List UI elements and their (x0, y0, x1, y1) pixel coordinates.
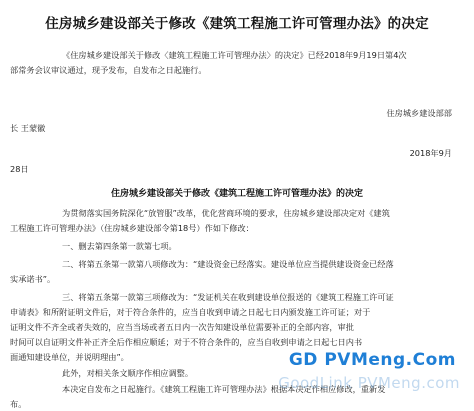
item-3-line-2: 申请表》和所附证明文件后，对于符合条件的，应当自收到申请之日起七日内颁发施工许可证；对于 (10, 307, 371, 317)
signature-date-part2: 28日 (10, 164, 29, 174)
intro-line-1: 《住房城乡建设部关于修改〈建筑工程施工许可管理办法〉的决定》已经2018年9月19日第4次 (62, 50, 407, 60)
intro-line-2: 部常务会议审议通过，现予发布，自发布之日起施行。 (10, 65, 207, 75)
para1-line-2: 工程施工许可管理办法》（住房城乡建设部令第18号）作如下修改： (10, 223, 254, 233)
item-3-line-5: 面通知建设单位，并说明理由”。 (10, 352, 129, 362)
item-3-line-1: 三、将第五条第一款第三项修改为：“发证机关在收到建设单位报送的《建筑工程施工许可证 (62, 292, 394, 302)
item-2-line-2: 实承诺书”。 (10, 274, 56, 284)
closing-line-2: 本决定自发布之日起施行。《建筑工程施工许可管理办法》根据本决定作相应修改，重新发 (62, 384, 386, 394)
closing-line-3: 布。 (10, 399, 27, 409)
watermark-faint: GoodLink PVMeng.com (278, 374, 460, 392)
signature-role-name: 长 王蒙徽 (10, 123, 46, 133)
signature-organization: 住房城乡建设部部 (386, 108, 452, 118)
item-3-line-3: 证明文件不齐全或者失效的，应当当场或者五日内一次告知建设单位需要补正的全部内容，审批 (10, 322, 354, 332)
item-1: 一、删去第四条第一款第七项。 (62, 241, 177, 251)
decision-heading: 住房城乡建设部关于修改《建筑工程施工许可管理办法》的决定 (110, 189, 363, 199)
closing-line-1: 此外，对相关条文顺序作相应调整。 (62, 368, 194, 378)
item-2-line-1: 二、将第五条第一款第八项修改为：“建设资金已经落实。建设单位应当提供建设资金已经落 (62, 259, 394, 269)
signature-date-part1: 2018年9月 (409, 148, 452, 158)
page-title: 住房城乡建设部关于修改《建筑工程施工许可管理办法》的决定 (45, 16, 429, 32)
para1-line-1: 为贯彻落实国务院深化“放管服”改革，优化营商环境的要求，住房城乡建设部决定对《建筑 (62, 208, 390, 218)
watermark-brand: GD PVMeng.Com (288, 350, 456, 370)
item-3-line-4: 时间可以自证明文件补正齐全后作相应顺延；对于不符合条件的，应当自收到申请之日起七日内书 (10, 337, 363, 347)
